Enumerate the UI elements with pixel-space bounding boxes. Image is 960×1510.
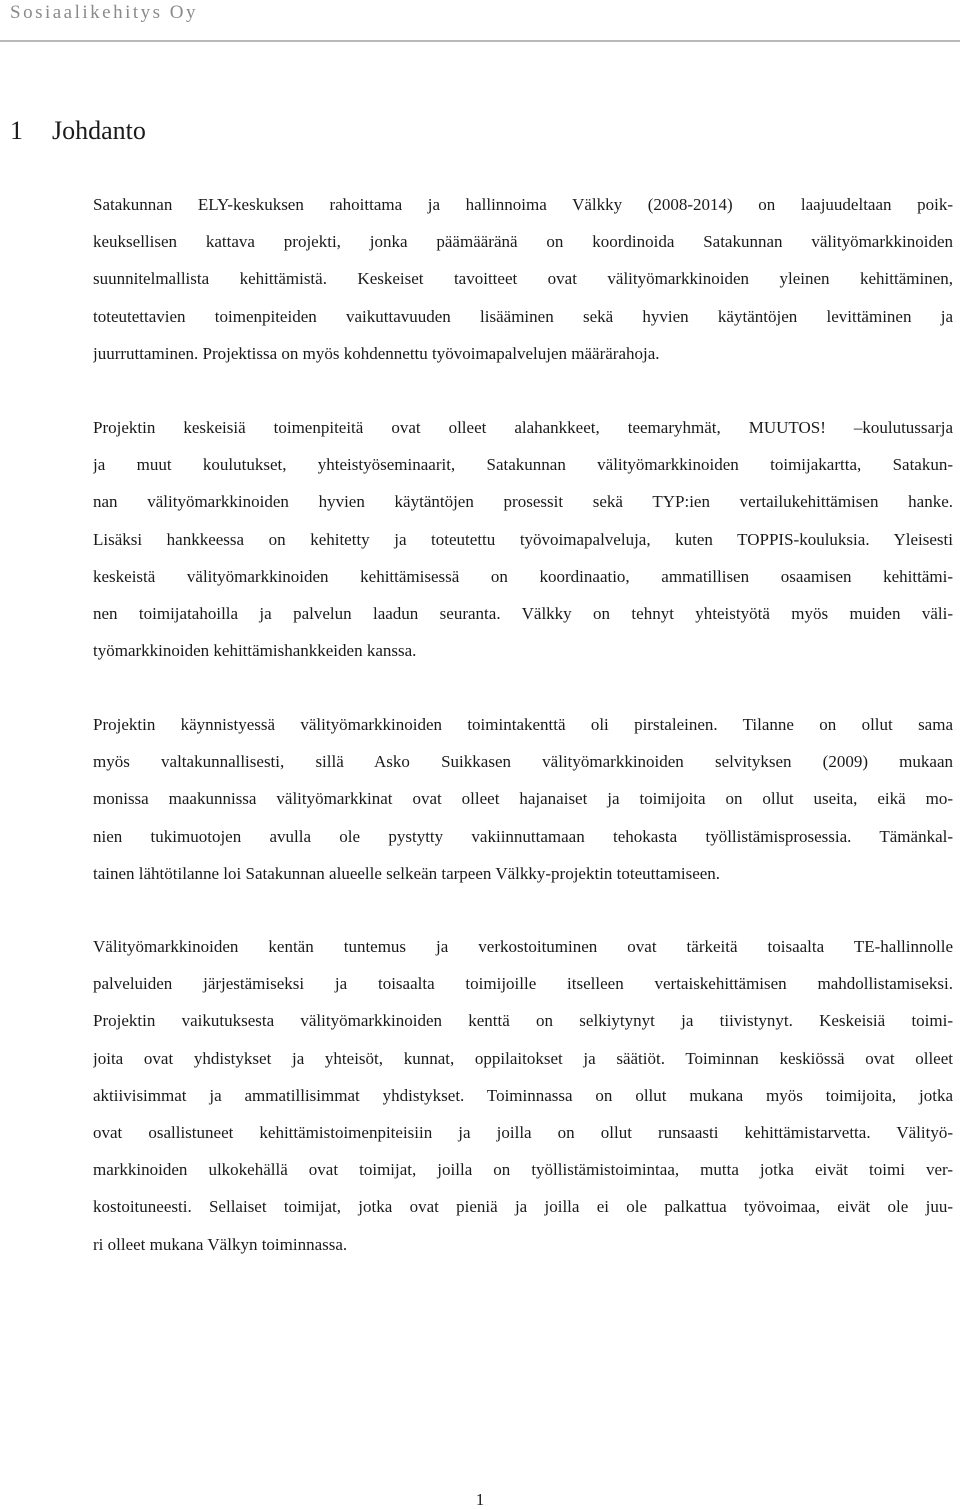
paragraph-2: [93, 409, 953, 669]
paragraph-line: Projektin vaikutuksesta välityömarkkinoiden kenttä on selkiytynyt ja tiivistynyt. Keskeisiä toimi-: [93, 1011, 953, 1031]
paragraph-line: keskeistä välityömarkkinoiden kehittämisessä on koordinaatio, ammatillisen osaamisen kehittämi-: [93, 566, 953, 586]
paragraph-line: Lisäksi hankkeessa on kehitetty ja toteutettu työvoimapalveluja, kuten TOPPIS-kouluksia. Yleisesti: [93, 529, 953, 549]
paragraph-line: kostoituneesti. Sellaiset toimijat, jotka ovat pieniä ja joilla ei ole palkattua työvoimaa, eivät ole juu-: [93, 1197, 953, 1217]
paragraph-line: tainen lähtötilanne loi Satakunnan alueelle selkeän tarpeen Välkky-projektin toteuttamiseen.: [93, 863, 721, 883]
paragraph-line: nien tukimuotojen avulla ole pystytty vakiinnuttamaan tehokasta työllistämisprosessia. Tämänkal-: [93, 826, 953, 846]
page-number: 1: [475, 1490, 485, 1509]
paragraph-line: työmarkkinoiden kehittämishankkeiden kanssa.: [93, 641, 417, 661]
paragraph-line: juurruttaminen. Projektissa on myös kohdennettu työvoimapalvelujen määrärahoja.: [93, 343, 660, 363]
paragraph-line: Välityömarkkinoiden kentän tuntemus ja verkostoituminen ovat tärkeitä toisaalta TE-hallinnolle: [93, 937, 953, 956]
paragraph-line: palveluiden järjestämiseksi ja toisaalta toimijoille itselleen vertaiskehittämisen mahdollistamiseksi.: [93, 974, 953, 994]
paragraph-line: nan välityömarkkinoiden hyvien käytäntöjen prosessit sekä TYP:ien vertailukehittämisen hanke.: [93, 492, 953, 512]
header-rule: [0, 40, 960, 42]
paragraph-line: ovat osallistuneet kehittämistoimenpiteisiin ja joilla on ollut runsaasti kehittämistarvetta. Välityö-: [93, 1122, 953, 1142]
paragraph-line: markkinoiden ulkokehällä ovat toimijat, joilla on työllistämistoimintaa, mutta jotka eivät toimi ver-: [93, 1160, 953, 1180]
chapter-number: 1: [10, 116, 23, 145]
paragraph-3: [93, 706, 953, 892]
paragraph-line: keuksellisen kattava projekti, jonka päämääränä on koordinoida Satakunnan välityömarkkinoiden: [93, 232, 953, 252]
paragraph-line: monissa maakunnissa välityömarkkinat ovat olleet hajanaiset ja toimijoita on ollut useita, eikä mo-: [93, 789, 953, 809]
paragraph-1: [93, 186, 953, 372]
paragraph-line: nen toimijatahoilla ja palvelun laadun seuranta. Välkky on tehnyt yhteistyötä myös muiden väli-: [93, 603, 953, 623]
running-header-company: Sosiaalikehitys Oy: [10, 2, 199, 23]
chapter-heading: [10, 114, 146, 148]
paragraph-line: myös valtakunnallisesti, sillä Asko Suikkasen välityömarkkinoiden selvityksen (2009) mukaan: [93, 752, 953, 772]
paragraph-line: Projektin käynnistyessä välityömarkkinoiden toimintakenttä oli pirstaleinen. Tilanne on ollut sama: [93, 715, 953, 734]
chapter-title: Johdanto: [52, 116, 146, 145]
paragraph-line: Projektin keskeisiä toimenpiteitä ovat olleet alahankkeet, teemaryhmät, MUUTOS! –koulutussarja: [93, 418, 953, 437]
paragraph-line: toteutettavien toimenpiteiden vaikuttavuuden lisääminen sekä hyvien käytäntöjen levittäminen ja: [93, 306, 953, 326]
paragraph-line: suunnitelmallista kehittämistä. Keskeiset tavoitteet ovat välityömarkkinoiden yleinen kehittäminen,: [93, 269, 953, 289]
paragraph-4: [93, 928, 953, 1263]
paragraph-line: ja muut koulutukset, yhteistyöseminaarit, Satakunnan välityömarkkinoiden toimijakartta, Satakun-: [93, 455, 953, 475]
paragraph-line: aktiivisimmat ja ammatillisimmat yhdistykset. Toiminnassa on ollut mukana myös toimijoita, jotka: [93, 1085, 953, 1105]
paragraph-line: joita ovat yhdistykset ja yhteisöt, kunnat, oppilaitokset ja säätiöt. Toiminnan keskiössä ovat olleet: [93, 1048, 953, 1068]
paragraph-line: ri olleet mukana Välkyn toiminnassa.: [93, 1234, 348, 1254]
paragraph-line: Satakunnan ELY-keskuksen rahoittama ja hallinnoima Välkky (2008-2014) on laajuudeltaan poik-: [93, 195, 953, 214]
